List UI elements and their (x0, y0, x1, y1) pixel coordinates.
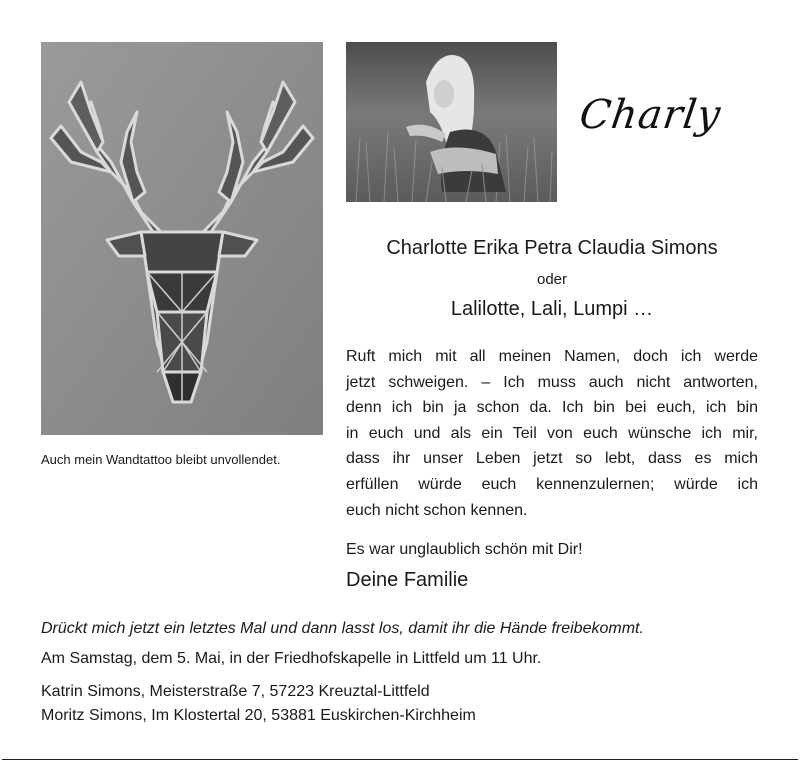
farewell-text (346, 344, 758, 523)
farewell-line: erfüllen würde euch kennenzulernen; würde ich (346, 475, 758, 493)
farewell-line: dass ihr unser Leben jetzt so lebt, dass es mich (346, 450, 758, 468)
farewell-quote: Drückt mich jetzt ein letztes Mal und dann lasst los, damit ihr die Hände freibekommt. (41, 620, 644, 637)
farewell-line: jetzt schweigen. – Ich muss auch nicht antworten, (346, 373, 758, 391)
family-signature: Deine Familie (346, 569, 469, 591)
closing-line: Es war unglaublich schön mit Dir! (346, 541, 583, 558)
portrait-photo (346, 42, 557, 202)
funeral-service-info: Am Samstag, dem 5. Mai, in der Friedhofskapelle in Littfeld um 11 Uhr. (41, 650, 542, 667)
address-line: Moritz Simons, Im Klostertal 20, 53881 Euskirchen-Kirchheim (41, 707, 476, 724)
deer-wall-tattoo-photo (41, 42, 323, 435)
address-line: Katrin Simons, Meisterstraße 7, 57223 Kreuztal-Littfeld (41, 683, 430, 700)
name-connector: oder (536, 271, 568, 288)
farewell-line: Ruft mich mit all meinen Namen, doch ich werde (346, 348, 758, 365)
deer-photo-caption: Auch mein Wandtattoo bleibt unvollendet. (41, 452, 281, 467)
farewell-line: in euch und als ein Teil von euch wünsche ich mir, (346, 424, 758, 442)
nicknames: Lalilotte, Lali, Lumpi … (450, 298, 654, 320)
full-name: Charlotte Erika Petra Claudia Simons (386, 237, 718, 259)
farewell-line: euch nicht schon kennen. (346, 501, 528, 519)
signature-charly: Charly (576, 92, 724, 138)
farewell-line: denn ich bin ja schon da. Ich bin bei euch, ich bin (346, 399, 758, 417)
